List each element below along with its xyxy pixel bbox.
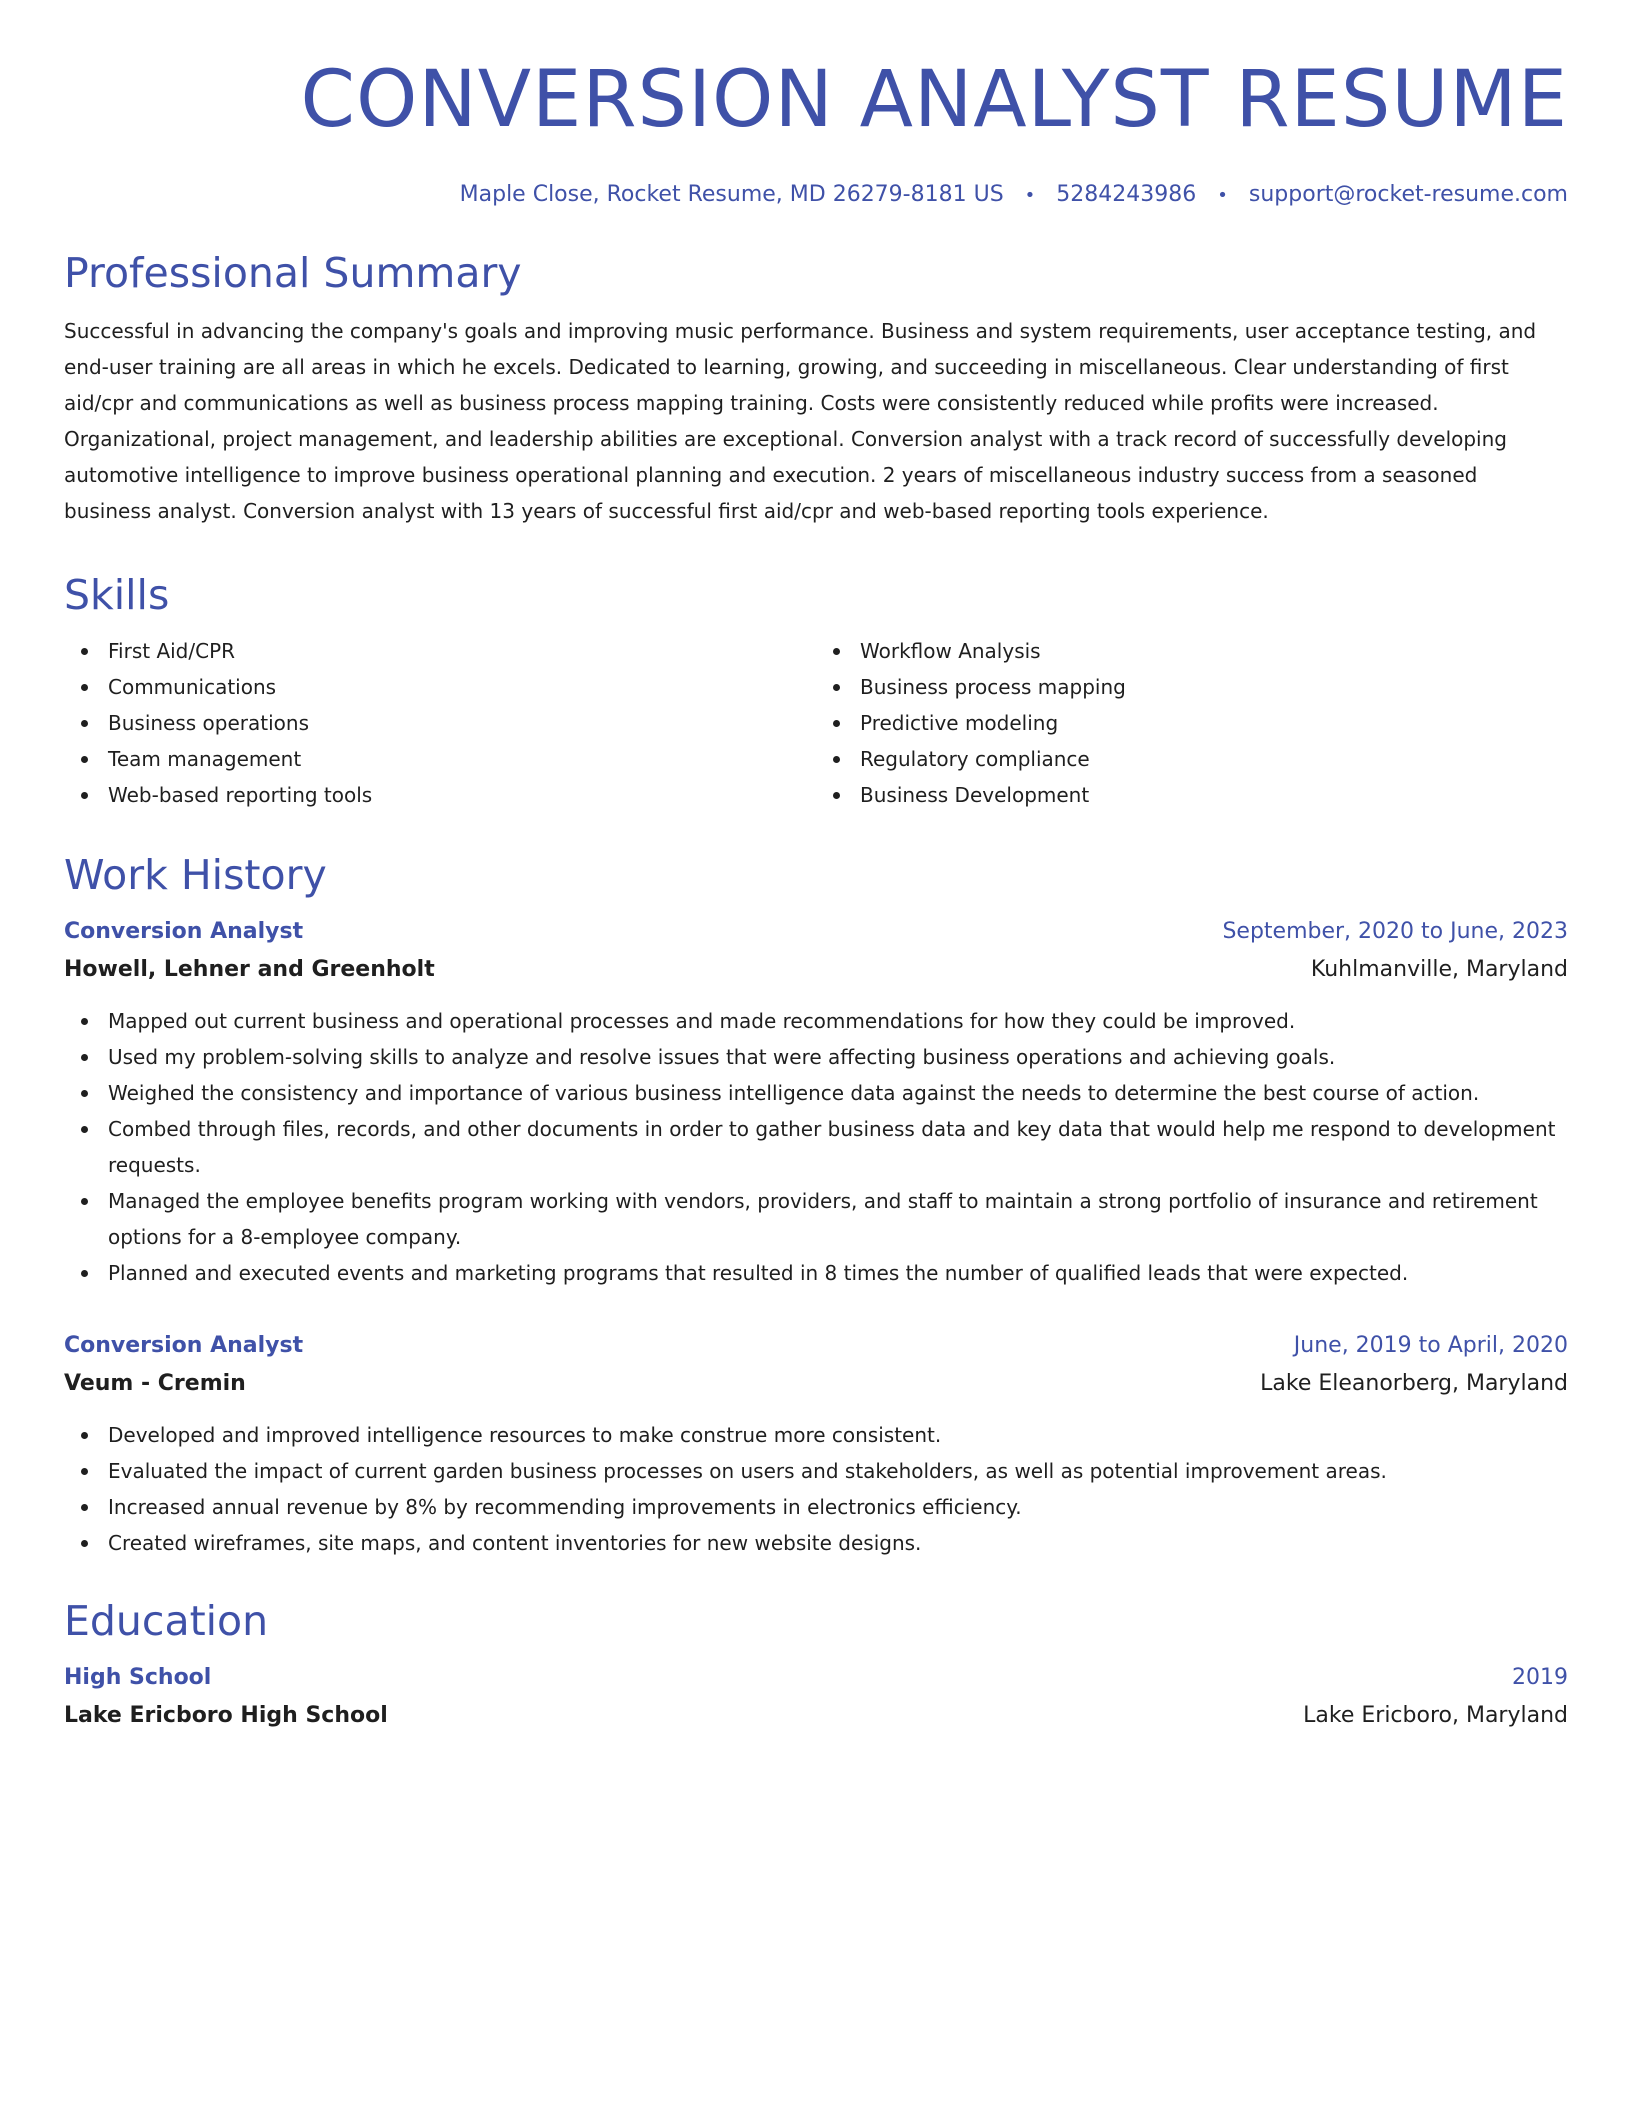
job-location: Lake Eleanorberg, Maryland xyxy=(1260,1371,1568,1396)
education-school: Lake Ericboro High School xyxy=(64,1703,388,1728)
job-bullet: Increased annual revenue by 8% by recommending improvements in electronics efficiency. xyxy=(108,1489,1568,1525)
job-title: Conversion Analyst xyxy=(64,919,304,944)
job-entry xyxy=(64,1327,1568,1561)
job-bullet: Managed the employee benefits program working with vendors, providers, and staff to maintain a strong portfolio of insurance and retirement options for a 8-employee company. xyxy=(108,1183,1568,1255)
section-heading-education: Education xyxy=(64,1597,269,1645)
job-dates: June, 2019 to April, 2020 xyxy=(1293,1333,1568,1358)
skill-item: Business operations xyxy=(108,705,816,741)
skill-item: Communications xyxy=(108,669,816,705)
skills-column-right xyxy=(816,633,1568,813)
summary-text: Successful in advancing the company's goals and improving music performance. Business and system requirements, user acceptance testing, and end-user training are all areas in which he excels. Dedicated to learning, growing, and succeeding in miscellaneous. Clear understanding of first aid/cpr and communications as well as business process mapping training. Costs were consistently reduced while profits were increased. Organizational, project management, and leadership abilities are exceptional. Conversion analyst with a track record of successfully developing automotive intelligence to improve business operational planning and execution. 2 years of miscellaneous industry success from a seasoned business analyst. Conversion analyst with 13 years of successful first aid/cpr and web-based reporting tools experience. xyxy=(64,319,1537,523)
skills-column-left xyxy=(64,633,816,813)
job-company-row xyxy=(64,951,1568,989)
job-bullet: Evaluated the impact of current garden business processes on users and stakeholders, as well as potential improvement areas. xyxy=(108,1453,1568,1489)
job-title: Conversion Analyst xyxy=(64,1333,304,1358)
contact-line xyxy=(64,180,1568,211)
job-header-row xyxy=(64,913,1568,951)
job-company-row xyxy=(64,1365,1568,1403)
job-entry xyxy=(64,913,1568,1291)
skill-item: Web-based reporting tools xyxy=(108,777,816,813)
education-degree: High School xyxy=(64,1665,212,1690)
education-entry xyxy=(64,1659,1568,1735)
education-location: Lake Ericboro, Maryland xyxy=(1303,1703,1568,1728)
skill-item: First Aid/CPR xyxy=(108,633,816,669)
resume-title: CONVERSION ANALYST RESUME xyxy=(300,55,1568,145)
education-section xyxy=(64,1595,1568,1735)
job-location: Kuhlmanville, Maryland xyxy=(1310,957,1568,982)
job-bullet: Created wireframes, site maps, and content inventories for new website designs. xyxy=(108,1525,1568,1561)
work-history-section xyxy=(64,849,1568,1561)
skill-item: Team management xyxy=(108,741,816,777)
job-bullet: Weighed the consistency and importance of various business intelligence data against the needs to determine the best course of action. xyxy=(108,1075,1568,1111)
skill-item: Business process mapping xyxy=(860,669,1568,705)
skill-item: Predictive modeling xyxy=(860,705,1568,741)
contact-email: support@rocket-resume.com xyxy=(1248,182,1568,207)
education-header-row xyxy=(64,1659,1568,1697)
skills-section xyxy=(64,569,1568,813)
job-header-row xyxy=(64,1327,1568,1365)
education-year: 2019 xyxy=(1512,1665,1568,1690)
job-bullet: Mapped out current business and operational processes and made recommendations for how they could be improved. xyxy=(108,1003,1568,1039)
job-company: Howell, Lehner and Greenholt xyxy=(64,957,435,982)
section-heading-summary: Professional Summary xyxy=(64,249,522,297)
job-bullet: Developed and improved intelligence resources to make construe more consistent. xyxy=(108,1417,1568,1453)
skill-item: Business Development xyxy=(860,777,1568,813)
job-company: Veum - Cremin xyxy=(64,1371,246,1396)
contact-address: Maple Close, Rocket Resume, MD 26279-8181 US xyxy=(459,182,1004,207)
job-bullet: Planned and executed events and marketing programs that resulted in 8 times the number of qualified leads that were expected. xyxy=(108,1255,1568,1291)
job-bullet: Used my problem-solving skills to analyze and resolve issues that were affecting business operations and achieving goals. xyxy=(108,1039,1568,1075)
professional-summary-section xyxy=(64,247,1568,529)
job-bullets xyxy=(64,1417,1568,1561)
skill-item: Workflow Analysis xyxy=(860,633,1568,669)
contact-phone: 5284243986 xyxy=(1056,182,1197,207)
section-heading-work-history: Work History xyxy=(64,851,327,899)
job-bullet: Combed through files, records, and other documents in order to gather business data and key data that would help me respond to development requests. xyxy=(108,1111,1568,1183)
job-bullets xyxy=(64,1003,1568,1291)
contact-separator: • xyxy=(1217,185,1228,206)
skill-item: Regulatory compliance xyxy=(860,741,1568,777)
job-dates: September, 2020 to June, 2023 xyxy=(1222,919,1568,944)
section-heading-skills: Skills xyxy=(64,571,170,619)
contact-separator: • xyxy=(1024,185,1036,206)
skills-grid xyxy=(64,633,1568,813)
education-school-row xyxy=(64,1697,1568,1735)
